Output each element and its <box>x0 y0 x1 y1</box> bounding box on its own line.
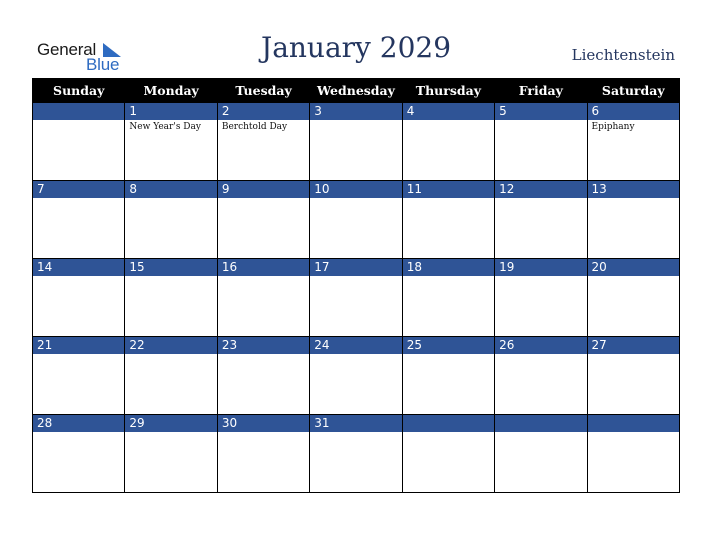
day-number: 25 <box>403 337 494 354</box>
holiday-label: Berchtold Day <box>221 122 288 132</box>
week-row <box>33 415 680 493</box>
day-cell[interactable] <box>310 415 402 493</box>
day-number: 19 <box>495 259 586 276</box>
weekday-header: Tuesday <box>217 78 309 103</box>
week-row <box>33 259 680 337</box>
day-cell[interactable] <box>310 103 402 181</box>
day-number: 23 <box>218 337 309 354</box>
day-cell[interactable] <box>402 337 494 415</box>
day-cell[interactable] <box>495 259 587 337</box>
day-cell[interactable] <box>402 181 494 259</box>
day-number: 11 <box>403 181 494 198</box>
day-number: 22 <box>125 337 216 354</box>
day-number <box>588 415 679 432</box>
day-cell[interactable] <box>217 103 309 181</box>
logo-text-blue: Blue <box>86 55 120 74</box>
weekday-header: Saturday <box>587 78 679 103</box>
day-cell[interactable] <box>587 103 679 181</box>
day-number: 28 <box>33 415 124 432</box>
day-cell[interactable] <box>33 103 125 181</box>
day-number: 31 <box>310 415 401 432</box>
calendar-title: January 2029 <box>260 31 452 64</box>
day-number: 10 <box>310 181 401 198</box>
weekday-header: Thursday <box>402 78 494 103</box>
day-cell[interactable] <box>33 181 125 259</box>
day-cell[interactable] <box>310 259 402 337</box>
day-cell[interactable] <box>125 181 217 259</box>
weekday-header: Monday <box>125 78 217 103</box>
day-cell[interactable] <box>402 415 494 493</box>
day-number: 18 <box>403 259 494 276</box>
day-number: 13 <box>588 181 679 198</box>
day-number <box>403 415 494 432</box>
day-number: 2 <box>218 103 309 120</box>
day-number: 24 <box>310 337 401 354</box>
day-number: 5 <box>495 103 586 120</box>
weekday-header-row <box>33 78 680 103</box>
holiday-label: Epiphany <box>591 122 635 132</box>
day-number: 15 <box>125 259 216 276</box>
day-cell[interactable] <box>587 259 679 337</box>
day-number: 27 <box>588 337 679 354</box>
week-row <box>33 337 680 415</box>
day-number: 16 <box>218 259 309 276</box>
day-cell[interactable] <box>217 415 309 493</box>
day-number: 30 <box>218 415 309 432</box>
day-cell[interactable] <box>125 337 217 415</box>
week-row <box>33 181 680 259</box>
day-number <box>33 103 124 120</box>
day-cell[interactable] <box>495 181 587 259</box>
day-cell[interactable] <box>125 103 217 181</box>
day-cell[interactable] <box>495 103 587 181</box>
day-cell[interactable] <box>217 337 309 415</box>
day-cell[interactable] <box>33 259 125 337</box>
day-number: 7 <box>33 181 124 198</box>
day-number: 1 <box>125 103 216 120</box>
day-number: 20 <box>588 259 679 276</box>
day-number: 12 <box>495 181 586 198</box>
weekday-header: Sunday <box>33 78 125 103</box>
day-cell[interactable] <box>402 103 494 181</box>
logo-text-general: General <box>37 40 97 59</box>
day-cell[interactable] <box>587 415 679 493</box>
day-number: 29 <box>125 415 216 432</box>
day-cell[interactable] <box>495 415 587 493</box>
weekday-header: Friday <box>495 78 587 103</box>
week-row <box>33 103 680 181</box>
day-number: 3 <box>310 103 401 120</box>
day-number <box>495 415 586 432</box>
weekday-header: Wednesday <box>310 78 402 103</box>
day-cell[interactable] <box>310 337 402 415</box>
day-number: 6 <box>588 103 679 120</box>
day-number: 8 <box>125 181 216 198</box>
day-cell[interactable] <box>125 415 217 493</box>
day-cell[interactable] <box>217 259 309 337</box>
calendar-grid <box>32 78 680 493</box>
day-cell[interactable] <box>587 337 679 415</box>
day-number: 26 <box>495 337 586 354</box>
day-cell[interactable] <box>33 337 125 415</box>
day-cell[interactable] <box>495 337 587 415</box>
day-number: 21 <box>33 337 124 354</box>
day-cell[interactable] <box>217 181 309 259</box>
day-cell[interactable] <box>587 181 679 259</box>
country-label: Liechtenstein <box>571 46 675 64</box>
day-cell[interactable] <box>33 415 125 493</box>
holiday-label: New Year's Day <box>129 122 201 132</box>
day-cell[interactable] <box>310 181 402 259</box>
day-number: 4 <box>403 103 494 120</box>
day-number: 17 <box>310 259 401 276</box>
day-number: 9 <box>218 181 309 198</box>
day-cell[interactable] <box>402 259 494 337</box>
day-cell[interactable] <box>125 259 217 337</box>
day-number: 14 <box>33 259 124 276</box>
